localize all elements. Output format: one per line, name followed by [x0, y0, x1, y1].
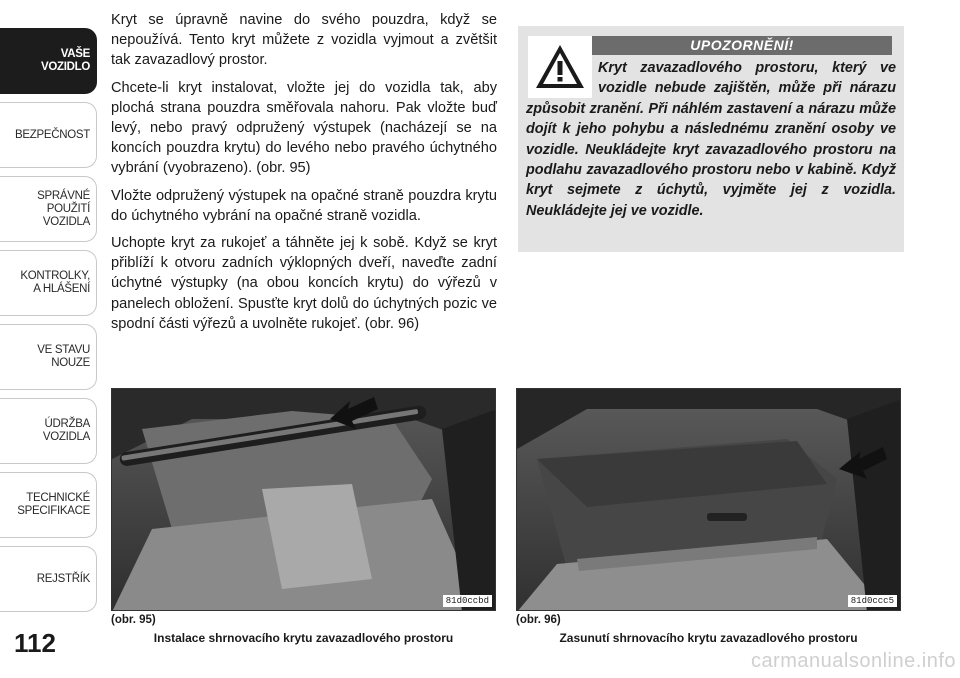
tab-vase-vozidlo[interactable]: VAŠE VOZIDLO	[0, 28, 97, 94]
page-number: 112	[14, 628, 56, 658]
figure-96-number: (obr. 96)	[516, 614, 561, 626]
tab-spravne-pouziti[interactable]: SPRÁVNÉ POUŽITÍ VOZIDLA	[0, 176, 97, 242]
paragraph: Uchopte kryt za rukojeť a táhněte jej k sobě. Když se kryt přiblíží k otvoru zadních výklopných dveří, naveďte zadní úchytné výstupky (na obou koncích krytu) do výřezů v panelech obložení. Spusťte kryt dolů do úchytných pozic ve spodní části výřezů a uvolněte rukojeť. (obr. 96)	[111, 235, 497, 332]
paragraph: Chcete-li kryt instalovat, vložte jej do vozidla tak, aby plochá strana pouzdra směřovala nahoru. Pak vložte buď levý, nebo pravý odpružený výstupek (nacházejí se na koncích pouzdra krytu) do levého nebo pravého úchytného vybrání (vyobrazeno). (obr. 95)	[111, 79, 497, 177]
tab-bezpecnost[interactable]: BEZPEČNOST	[0, 102, 97, 168]
tab-udrzba[interactable]: ÚDRŽBA VOZIDLA	[0, 398, 97, 464]
paragraph: Kryt se úpravně navine do svého pouzdra, když se nepoužívá. Tento kryt můžete z vozidla vyjmout a zvětšit tak zavazadlový prostor.	[111, 12, 497, 69]
watermark: carmanualsonline.info	[750, 650, 956, 672]
figure-95-image	[111, 388, 496, 611]
figure-code: 81d0ccc5	[848, 595, 897, 607]
body-text	[111, 10, 497, 341]
paragraph: Vložte odpružený výstupek na opačné straně pouzdra krytu do úchytného vybrání na opačné straně vozidla.	[111, 187, 497, 224]
figure-code: 81d0ccbd	[443, 595, 492, 607]
tab-technicke-specifikace[interactable]: TECHNICKÉ SPECIFIKACE	[0, 472, 97, 538]
figure-95-number: (obr. 95)	[111, 614, 156, 626]
warning-title: UPOZORNĚNÍ!	[592, 36, 892, 55]
figure-95-caption: Instalace shrnovacího krytu zavazadlového prostoru	[153, 631, 454, 645]
warning-box	[518, 26, 904, 252]
tab-ve-stavu-nouze[interactable]: VE STAVU NOUZE	[0, 324, 97, 390]
figure-96-image	[516, 388, 901, 611]
tab-kontrolky[interactable]: KONTROLKY, A HLÁŠENÍ	[0, 250, 97, 316]
warning-text: Kryt zavazadlového prostoru, který ve vozidle nebude zajištěn, může při nárazu způsobit zranění. Při náhlém zastavení a nárazu může dojít k jeho pohybu a následnému zranění osoby ve vozidle. Neukládejte kryt zavazadlového prostoru na podlahu zavazadlového prostoru nebo v kabině. Když kryt sejmete z úchytů, vyjměte jej z vozidla. Neukládejte jej ve vozidle.	[526, 60, 896, 219]
tab-rejstrik[interactable]: REJSTŘÍK	[0, 546, 97, 612]
figure-96-caption: Zasunutí shrnovacího krytu zavazadlového prostoru	[559, 631, 858, 645]
